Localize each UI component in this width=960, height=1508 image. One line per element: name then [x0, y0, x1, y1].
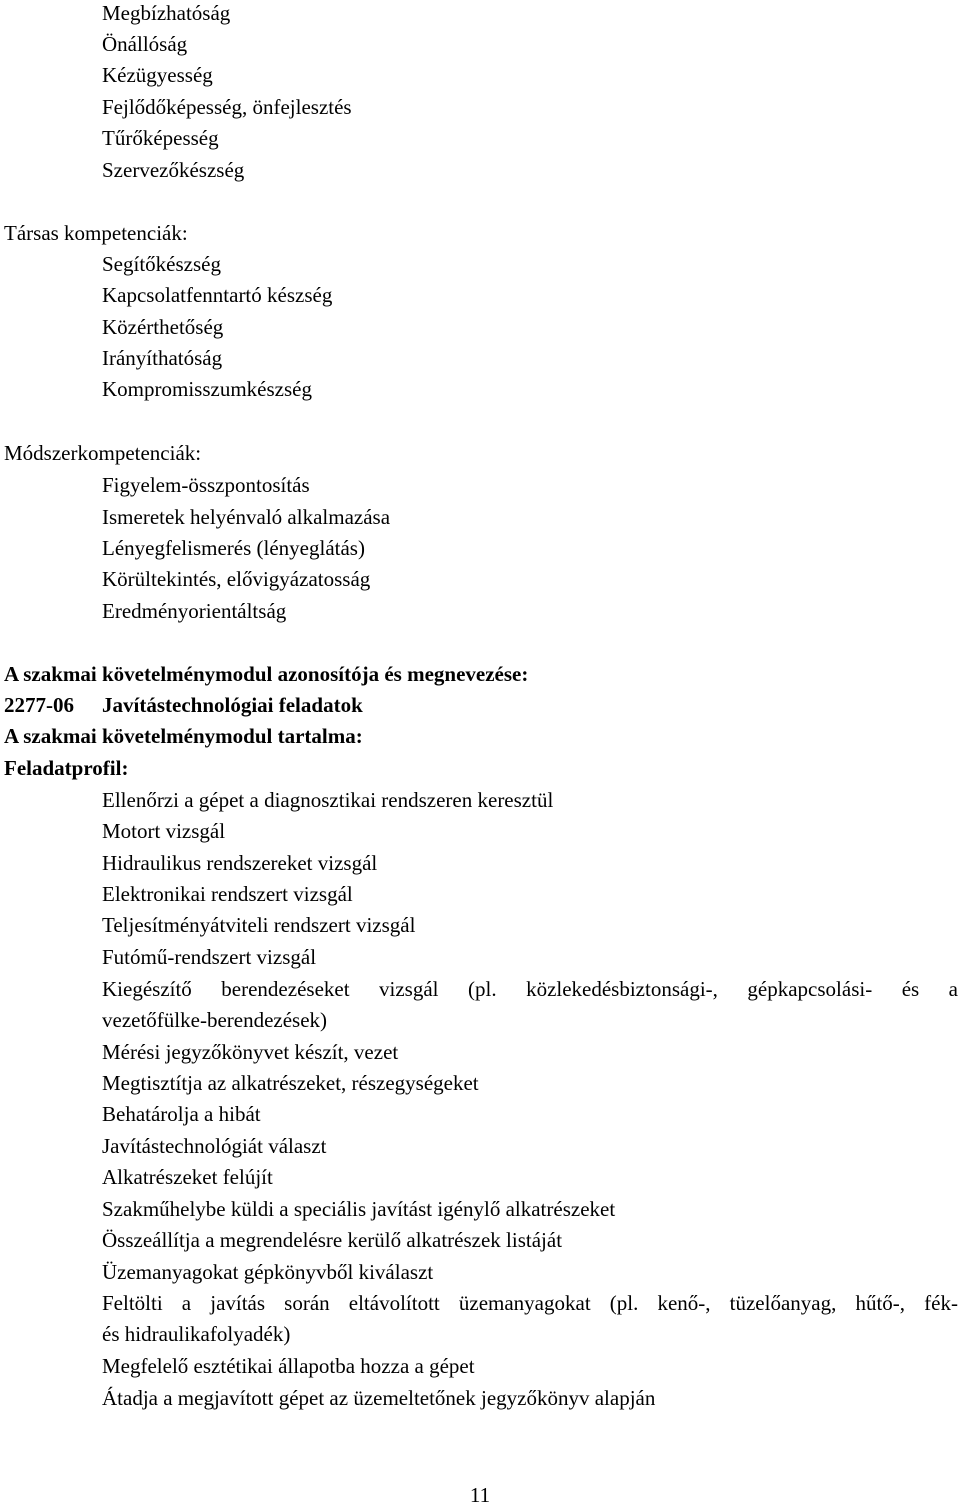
list-item: Ellenőrzi a gépet a diagnosztikai rendszeren keresztül: [102, 788, 554, 812]
list-item: Teljesítményátviteli rendszert vizsgál: [102, 913, 416, 937]
task-profile-heading: Feladatprofil:: [4, 756, 129, 780]
word: üzemanyagokat: [458, 1291, 591, 1315]
list-item: Megfelelő esztétikai állapotba hozza a gépet: [102, 1354, 475, 1378]
word: Kiegészítő: [102, 977, 192, 1001]
list-item: Tűrőképesség: [102, 126, 219, 150]
word: és: [901, 977, 920, 1001]
word: eltávolított: [348, 1291, 440, 1315]
list-item: Közérthetőség: [102, 315, 224, 339]
word: berendezéseket: [221, 977, 350, 1001]
word: (pl.: [609, 1291, 639, 1315]
list-item: Átadja a megjavított gépet az üzemeltetőnek jegyzőkönyv alapján: [102, 1386, 656, 1410]
list-item: Fejlődőképesség, önfejlesztés: [102, 95, 352, 119]
module-content-heading: A szakmai követelménymodul tartalma:: [4, 724, 363, 748]
word: fék-: [924, 1291, 958, 1315]
word: tüzelőanyag,: [729, 1291, 837, 1315]
list-item: Motort vizsgál: [102, 819, 226, 843]
list-item: Alkatrészeket felújít: [102, 1165, 273, 1189]
list-item: Javítástechnológiát választ: [102, 1134, 327, 1158]
list-item: Elektronikai rendszert vizsgál: [102, 882, 353, 906]
word: javítás: [210, 1291, 266, 1315]
module-name: Javítástechnológiai feladatok: [102, 693, 363, 717]
list-item-continuation: vezetőfülke-berendezések): [102, 1008, 328, 1032]
list-item: Mérési jegyzőkönyvet készít, vezet: [102, 1040, 399, 1064]
list-item: Ismeretek helyénvaló alkalmazása: [102, 505, 391, 529]
list-item: Behatárolja a hibát: [102, 1102, 261, 1126]
module-id-heading: A szakmai követelménymodul azonosítója és megnevezése:: [4, 662, 529, 686]
list-item: Összeállítja a megrendelésre kerülő alkatrészek listáját: [102, 1228, 563, 1252]
word: vizsgál: [379, 977, 439, 1001]
list-item: Önállóság: [102, 32, 188, 56]
list-item-continuation: és hidraulikafolyadék): [102, 1322, 291, 1346]
list-item: Üzemanyagokat gépkönyvből kiválaszt: [102, 1260, 434, 1284]
word: hűtő-,: [855, 1291, 906, 1315]
list-item: Szervezőkészség: [102, 158, 245, 182]
word: kenő-,: [657, 1291, 711, 1315]
section-heading-social: Társas kompetenciák:: [4, 221, 188, 245]
list-item: Irányíthatóság: [102, 346, 223, 370]
list-item: Figyelem-összpontosítás: [102, 473, 310, 497]
list-item: Segítőkészség: [102, 252, 221, 276]
list-item: Megtisztítja az alkatrészeket, részegységeket: [102, 1071, 479, 1095]
list-item: Szakműhelybe küldi a speciális javítást igénylő alkatrészeket: [102, 1197, 616, 1221]
module-code: 2277-06: [4, 693, 74, 717]
word: a: [948, 977, 958, 1001]
word: során: [284, 1291, 330, 1315]
word: közlekedésbiztonsági-,: [526, 977, 718, 1001]
list-item: Hidraulikus rendszereket vizsgál: [102, 851, 378, 875]
list-item: Körültekintés, elővigyázatosság: [102, 567, 371, 591]
word: Feltölti: [102, 1291, 163, 1315]
word: gépkapcsolási-: [747, 977, 873, 1001]
page-number: 11: [469, 1483, 491, 1507]
list-item: Kézügyesség: [102, 63, 213, 87]
list-item: Kapcsolatfenntartó készség: [102, 283, 333, 307]
list-item: Eredményorientáltság: [102, 599, 287, 623]
section-heading-method: Módszerkompetenciák:: [4, 441, 202, 465]
word: a: [181, 1291, 192, 1315]
word: (pl.: [468, 977, 497, 1001]
list-item-fuel: [102, 1290, 958, 1316]
list-item-accessory: [102, 976, 958, 1002]
list-item: Futómű-rendszert vizsgál: [102, 945, 317, 969]
list-item: Kompromisszumkészség: [102, 377, 312, 401]
list-item: Megbízhatóság: [102, 1, 231, 25]
list-item: Lényegfelismerés (lényeglátás): [102, 536, 365, 560]
